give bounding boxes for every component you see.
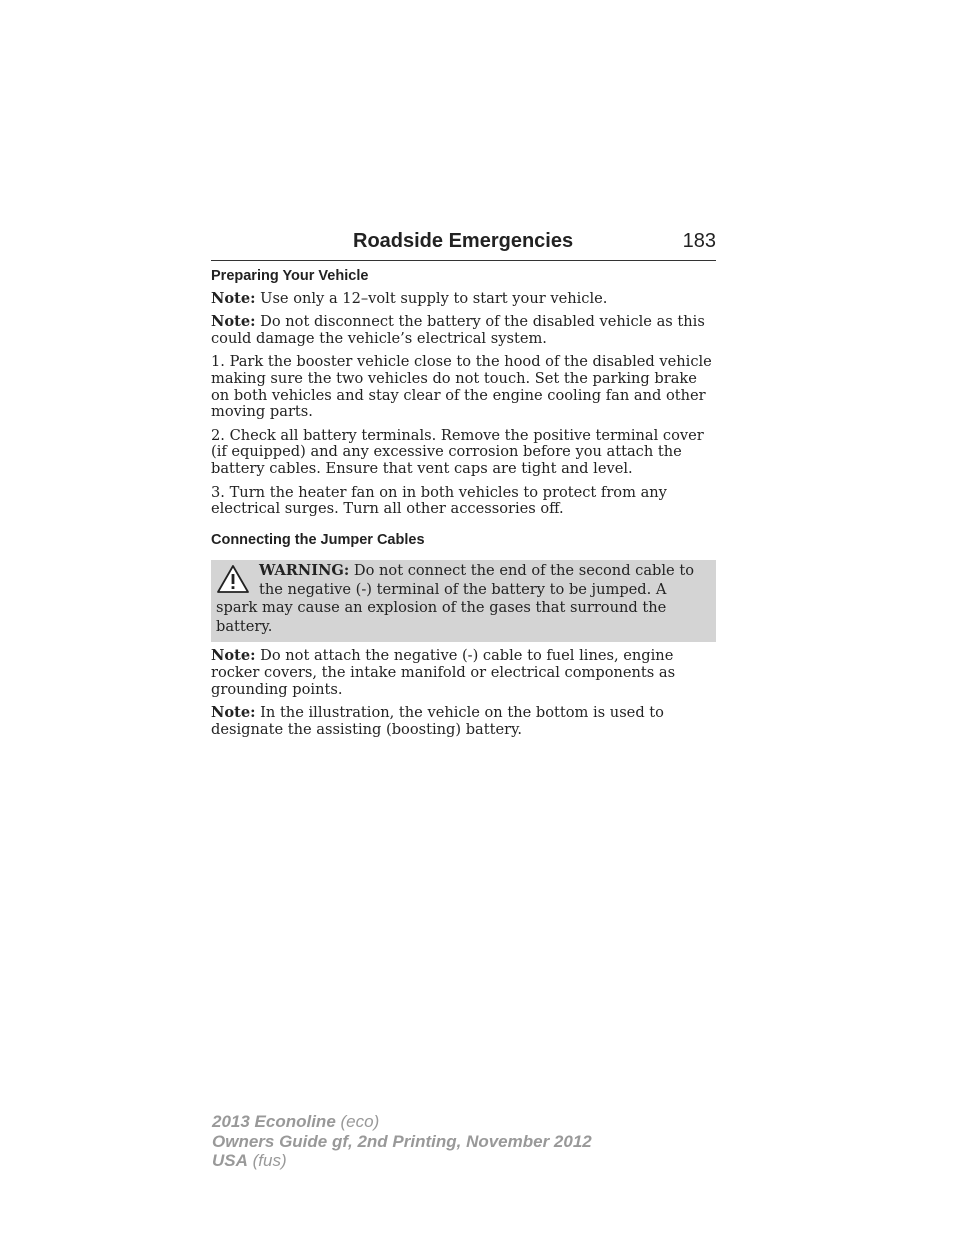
heading-preparing-vehicle: Preparing Your Vehicle <box>211 268 369 284</box>
step-3: 3. Turn the heater fan on in both vehicles to protect from any electrical surges. Turn all other accessories off. <box>211 483 667 518</box>
warning-text: Do not connect the end of the second cable to the negative (-) terminal of the battery to be jumped. A spark may cause an explosion of the gases that surround the battery. <box>216 562 694 635</box>
footer-model-code: (eco) <box>335 1112 380 1131</box>
footer-line-model <box>212 1112 592 1132</box>
step-1: 1. Park the booster vehicle close to the hood of the disabled vehicle making sure the two vehicles do not touch. Set the parking brake on both vehicles and stay clear of the engine cooling fan and other moving parts. <box>211 353 712 421</box>
footer-model: 2013 Econoline <box>212 1112 336 1131</box>
page-number: 183 <box>682 230 716 252</box>
note-paragraph <box>211 291 716 308</box>
note-paragraph <box>211 648 716 698</box>
note-label: Note: <box>211 313 256 331</box>
note-text: In the illustration, the vehicle on the bottom is used to designate the assisting (boosting) battery. <box>211 704 664 738</box>
note-label: Note: <box>211 647 256 665</box>
note-text: Use only a 12–volt supply to start your vehicle. <box>255 289 608 307</box>
step-2: 2. Check all battery terminals. Remove the positive terminal cover (if equipped) and any excessive corrosion before you attach the battery cables. Ensure that vent caps are tight and level. <box>211 426 704 477</box>
warning-label: WARNING: <box>259 562 350 580</box>
heading-connecting-cables: Connecting the Jumper Cables <box>211 531 425 548</box>
footer-line-market <box>212 1151 592 1171</box>
note-paragraph <box>211 705 716 738</box>
footer-market: USA <box>212 1151 248 1170</box>
page-header <box>211 228 716 261</box>
footer-market-code: (fus) <box>247 1151 287 1170</box>
warning-box <box>211 560 716 642</box>
footer-guide: Owners Guide gf, 2nd Printing, November 2012 <box>212 1131 592 1151</box>
note-label: Note: <box>211 704 256 722</box>
note-text: Do not attach the negative (-) cable to fuel lines, engine rocker covers, the intake manifold or electrical components as grounding points. <box>211 647 676 698</box>
page-footer <box>212 1112 592 1171</box>
section-title: Roadside Emergencies <box>353 230 574 252</box>
page-content <box>211 266 716 745</box>
warning-triangle-icon <box>216 564 250 594</box>
note-label: Note: <box>211 289 256 307</box>
footer-line-guide <box>212 1132 592 1152</box>
note-text: Do not disconnect the battery of the disabled vehicle as this could damage the vehicle’s electrical system. <box>211 313 705 347</box>
note-paragraph <box>211 314 716 347</box>
